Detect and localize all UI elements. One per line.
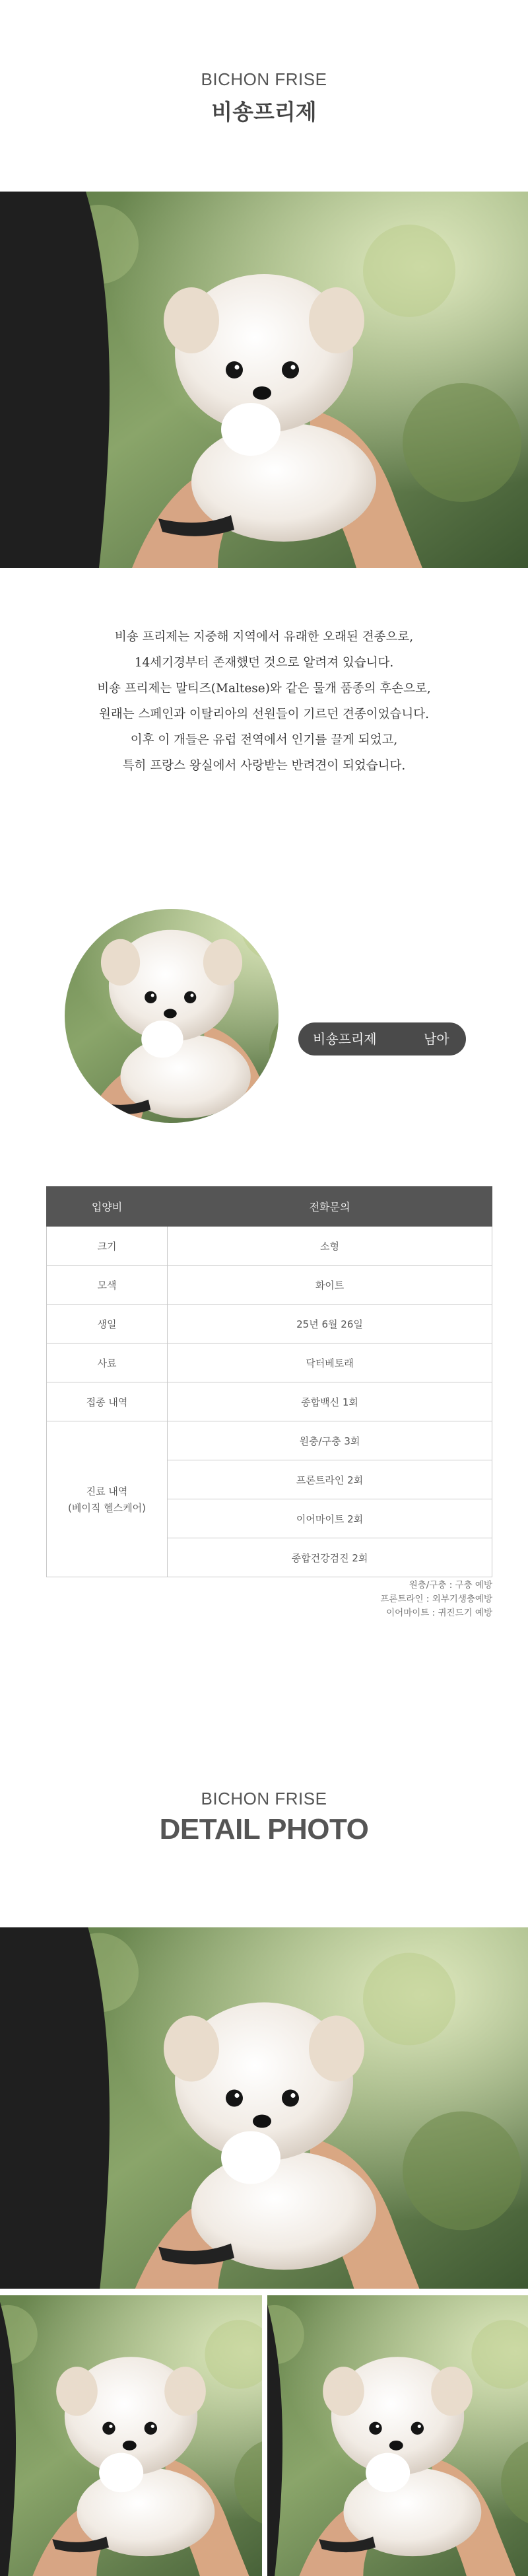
table-row bbox=[47, 1305, 492, 1343]
row-value: 소형 bbox=[168, 1227, 492, 1266]
profile-avatar bbox=[65, 909, 279, 1123]
table-header-fee: 입양비 bbox=[47, 1187, 168, 1227]
intro-line: 비숑 프리제는 지중해 지역에서 유래한 오래된 견종으로, bbox=[114, 630, 414, 644]
profile-name: 비숑프리제 bbox=[313, 1031, 377, 1047]
care-item: 종합건강검진 2회 bbox=[168, 1538, 492, 1577]
care-item: 원충/구충 3회 bbox=[168, 1421, 492, 1460]
row-label: 사료 bbox=[47, 1343, 168, 1382]
detail-header bbox=[0, 1789, 528, 1846]
row-label: 접종 내역 bbox=[47, 1382, 168, 1421]
row-label: 크기 bbox=[47, 1227, 168, 1266]
intro-line: 원래는 스페인과 이탈리아의 선원들이 기르던 견종이었습니다. bbox=[99, 707, 429, 721]
info-table bbox=[46, 1186, 492, 1577]
care-footnotes bbox=[380, 1579, 492, 1620]
row-value: 닥터베토래 bbox=[168, 1343, 492, 1382]
intro-line: 이후 이 개들은 유럽 전역에서 인기를 끌게 되었고, bbox=[130, 733, 398, 747]
profile-sex: 남아 bbox=[424, 1031, 449, 1047]
intro-line: 비숑 프리제는 말티즈(Maltese)와 같은 물개 품종의 후손으로, bbox=[97, 682, 431, 696]
profile-name-pill bbox=[298, 1022, 466, 1055]
row-label: 모색 bbox=[47, 1266, 168, 1305]
intro-line: 14세기경부터 존재했던 것으로 알려져 있습니다. bbox=[134, 656, 394, 670]
table-header-contact: 전화문의 bbox=[168, 1187, 492, 1227]
intro-eyebrow: BICHON FRISE bbox=[201, 69, 327, 89]
intro-header bbox=[0, 69, 528, 126]
table-row bbox=[47, 1382, 492, 1421]
care-label bbox=[47, 1421, 168, 1577]
intro-title: 비숑프리제 bbox=[211, 99, 317, 125]
row-value: 25년 6월 26일 bbox=[168, 1305, 492, 1343]
care-label-title: 진료 내역 bbox=[86, 1485, 128, 1497]
detail-photo-left bbox=[0, 2295, 262, 2576]
table-row bbox=[47, 1421, 492, 1460]
row-label: 생일 bbox=[47, 1305, 168, 1343]
table-header-row bbox=[47, 1187, 492, 1227]
detail-title: DETAIL PHOTO bbox=[159, 1813, 369, 1845]
table-row bbox=[47, 1266, 492, 1305]
row-value: 화이트 bbox=[168, 1266, 492, 1305]
detail-photo-right bbox=[267, 2295, 528, 2576]
detail-photo-main bbox=[0, 1927, 528, 2289]
row-value: 종합백신 1회 bbox=[168, 1382, 492, 1421]
intro-line: 특히 프랑스 왕실에서 사랑받는 반려견이 되었습니다. bbox=[122, 759, 406, 773]
table-row bbox=[47, 1227, 492, 1266]
footnote-line: 원충/구충 : 구충 예방 bbox=[409, 1580, 492, 1591]
care-label-subtitle: (베이직 헬스케어) bbox=[68, 1501, 146, 1514]
intro-paragraph bbox=[0, 624, 528, 779]
table-row bbox=[47, 1343, 492, 1382]
hero-photo bbox=[0, 192, 528, 568]
care-item: 이어마이트 2회 bbox=[168, 1499, 492, 1538]
detail-eyebrow: BICHON FRISE bbox=[201, 1789, 327, 1808]
footnote-line: 프론트라인 : 외부기생충예방 bbox=[380, 1594, 492, 1604]
care-item: 프론트라인 2회 bbox=[168, 1460, 492, 1499]
footnote-line: 이어마이트 : 귀진드기 예방 bbox=[386, 1608, 492, 1618]
